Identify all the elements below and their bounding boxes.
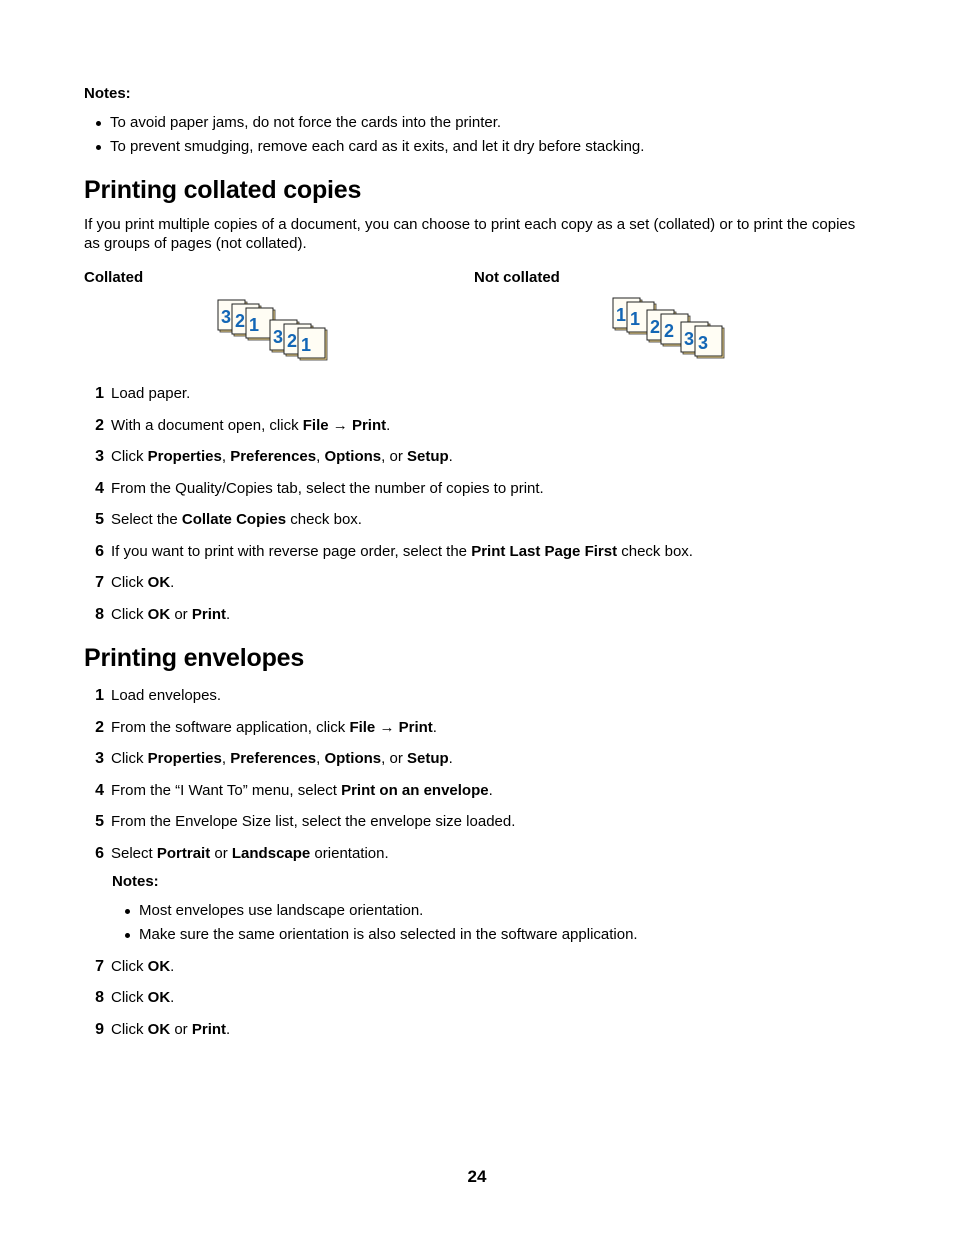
step-text: [111, 1021, 230, 1038]
step-text-part: If you want to print with reverse page order, select the: [111, 543, 472, 560]
step-text: [111, 989, 174, 1006]
envelope-notes-label: Notes:: [112, 873, 159, 890]
step-text-part: →: [328, 417, 352, 434]
step-ui-term: Collate Copies: [181, 511, 287, 528]
step-text-part: Click: [111, 606, 148, 623]
step-text-part: →: [375, 719, 399, 736]
step-text: [111, 606, 230, 623]
step-ui-term: OK: [147, 989, 171, 1006]
page-number-label: 2: [650, 317, 661, 337]
step-text-part: ,: [221, 448, 231, 465]
note-text: Make sure the same orientation is also selected in the software application.: [139, 926, 638, 943]
page-number-label: 2: [235, 311, 246, 331]
not-collated-label: Not collated: [474, 269, 560, 286]
step-number: 5: [95, 813, 104, 830]
step-text-part: Select: [111, 845, 157, 862]
page-number-label: 1: [249, 315, 260, 335]
step-ui-term: Portrait: [156, 845, 211, 862]
step-text: [111, 687, 221, 704]
step-ui-term: Preferences: [230, 448, 317, 465]
step-ui-term: Print: [398, 719, 433, 736]
step-number: 2: [95, 417, 104, 434]
step-text-part: check box.: [286, 511, 362, 528]
notes-label: Notes:: [84, 85, 131, 102]
step-text-part: , or: [381, 750, 407, 767]
bullet-icon: [125, 933, 130, 938]
step-ui-term: Options: [324, 750, 382, 767]
step-text: [111, 511, 362, 528]
step-number: 1: [95, 385, 104, 402]
not-collated-illustration: [605, 292, 735, 364]
step-text-part: From the Quality/Copies tab, select the number of copies to print.: [111, 480, 544, 497]
step-text: [111, 719, 437, 736]
step-number: 3: [95, 448, 104, 465]
step-ui-term: OK: [147, 958, 171, 975]
note-text: To prevent smudging, remove each card as it exits, and let it dry before stacking.: [110, 138, 645, 155]
step-text-part: Click: [111, 448, 148, 465]
step-text-part: ,: [221, 750, 231, 767]
step-ui-term: Preferences: [230, 750, 317, 767]
step-text-part: Click: [111, 1021, 148, 1038]
section-heading-envelopes: Printing envelopes: [84, 644, 305, 672]
step-text: [111, 845, 389, 862]
step-number: 5: [95, 511, 104, 528]
page-number-label: 1: [301, 335, 312, 355]
step-number: 4: [95, 782, 104, 799]
step-ui-term: Properties: [147, 750, 222, 767]
step-number: 8: [95, 606, 104, 623]
step-text-part: With a document open, click: [111, 417, 303, 434]
page-number-label: 1: [616, 305, 627, 325]
step-text-part: check box.: [617, 543, 693, 560]
step-text-part: .: [170, 958, 175, 975]
bullet-icon: [96, 121, 101, 126]
page-number-label: 3: [684, 329, 695, 349]
step-text: [111, 782, 493, 799]
step-text-part: From the “I Want To” menu, select: [111, 782, 342, 799]
step-text-part: ,: [316, 750, 325, 767]
step-text-part: From the software application, click: [111, 719, 350, 736]
step-text-part: Click: [111, 574, 148, 591]
step-number: 4: [95, 480, 104, 497]
step-ui-term: Print: [191, 1021, 227, 1038]
collated-label: Collated: [84, 269, 144, 286]
step-ui-term: File: [302, 417, 329, 434]
step-ui-term: Print Last Page First: [471, 543, 618, 560]
step-ui-term: Print: [191, 606, 227, 623]
step-text-part: .: [226, 1021, 231, 1038]
step-text: [111, 813, 515, 830]
step-text-part: .: [170, 989, 175, 1006]
step-ui-term: Print: [351, 417, 387, 434]
step-number: 6: [95, 845, 104, 862]
step-text-part: .: [170, 574, 175, 591]
step-text: [111, 958, 174, 975]
step-text: [111, 543, 693, 560]
step-number: 2: [95, 719, 104, 736]
page-icon: [695, 326, 724, 358]
step-text-part: .: [448, 750, 453, 767]
step-text-part: Load envelopes.: [111, 687, 222, 704]
note-text: Most envelopes use landscape orientation.: [139, 902, 424, 919]
section-heading-collated: Printing collated copies: [84, 176, 362, 204]
step-text: [111, 574, 174, 591]
page-number-label: 1: [630, 309, 641, 329]
page-number-label: 3: [273, 327, 284, 347]
step-number: 9: [95, 1021, 104, 1038]
page-number-label: 3: [698, 333, 709, 353]
step-text-part: Click: [111, 989, 148, 1006]
step-text: [111, 448, 453, 465]
note-text: To avoid paper jams, do not force the cards into the printer.: [110, 114, 502, 131]
step-text-part: or: [170, 606, 192, 623]
step-ui-term: File: [349, 719, 376, 736]
step-text-part: .: [448, 448, 453, 465]
step-number: 7: [95, 958, 104, 975]
step-text-part: Load paper.: [111, 385, 191, 402]
step-ui-term: Setup: [406, 448, 449, 465]
page-icon: [298, 328, 327, 360]
collated-illustration: [210, 292, 340, 364]
step-ui-term: OK: [147, 606, 171, 623]
step-ui-term: Options: [324, 448, 382, 465]
step-text-part: ,: [316, 448, 325, 465]
step-text-part: From the Envelope Size list, select the envelope size loaded.: [111, 813, 516, 830]
intro-line: as groups of pages (not collated).: [84, 235, 307, 252]
step-text: [111, 480, 544, 497]
step-text-part: Click: [111, 958, 148, 975]
page-number: 24: [467, 1167, 487, 1186]
step-ui-term: Properties: [147, 448, 222, 465]
step-number: 6: [95, 543, 104, 560]
step-ui-term: OK: [147, 574, 171, 591]
step-number: 1: [95, 687, 104, 704]
step-number: 7: [95, 574, 104, 591]
step-text-part: or: [170, 1021, 192, 1038]
bullet-icon: [125, 909, 130, 914]
step-text: [111, 417, 390, 434]
step-text-part: , or: [381, 448, 407, 465]
step-text-part: .: [432, 719, 437, 736]
step-text-part: .: [386, 417, 391, 434]
step-text-part: Click: [111, 750, 148, 767]
step-ui-term: Setup: [406, 750, 449, 767]
step-ui-term: Print on an envelope: [341, 782, 489, 799]
step-text-part: .: [226, 606, 231, 623]
step-text: [111, 750, 453, 767]
step-number: 3: [95, 750, 104, 767]
step-text-part: .: [488, 782, 493, 799]
bullet-icon: [96, 145, 101, 150]
step-number: 8: [95, 989, 104, 1006]
step-text-part: or: [210, 845, 232, 862]
step-text-part: Select the: [111, 511, 182, 528]
step-text: [111, 385, 190, 402]
intro-line: If you print multiple copies of a document, you can choose to print each copy as a set (collated) or to print the copies: [84, 216, 856, 233]
page-number-label: 2: [664, 321, 675, 341]
page-number-label: 2: [287, 331, 298, 351]
step-ui-term: Landscape: [231, 845, 311, 862]
section-intro: [84, 215, 884, 253]
step-text-part: orientation.: [310, 845, 389, 862]
step-ui-term: OK: [147, 1021, 171, 1038]
page-number-label: 3: [221, 307, 232, 327]
